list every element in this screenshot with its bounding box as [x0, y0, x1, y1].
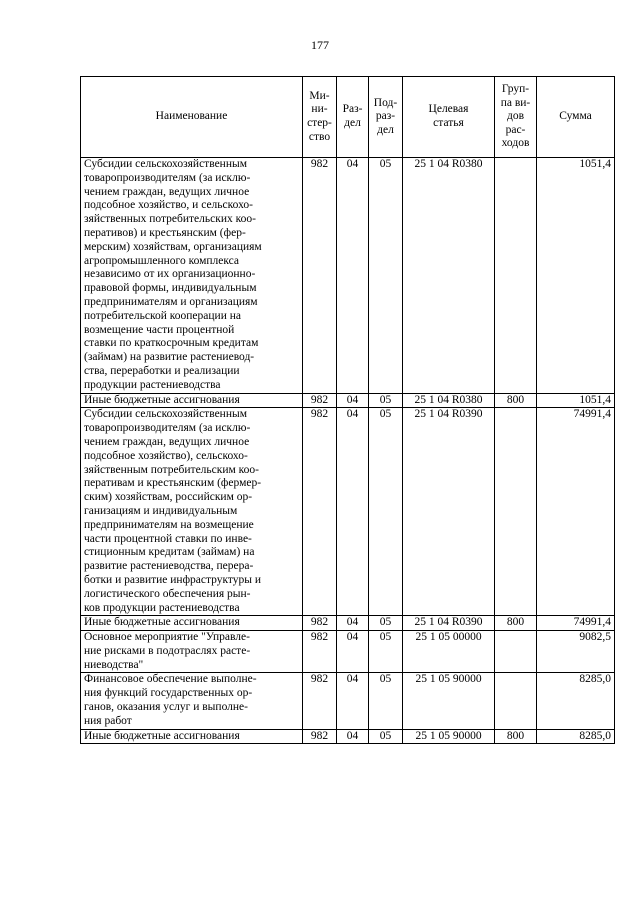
name-line: предпринимателям на возмещение [84, 518, 254, 531]
section-cell: 04 [337, 729, 369, 744]
name-cell [81, 631, 303, 673]
column-header-line: ходов [501, 137, 530, 150]
name-line: зяйственным потребительским коо- [84, 463, 259, 476]
name-cell [81, 393, 303, 408]
budget-table [80, 76, 615, 744]
column-header-line: рас- [505, 123, 526, 136]
section-cell: 04 [337, 673, 369, 729]
subsection-cell: 05 [369, 393, 403, 408]
name-line: ботки и развитие инфраструктуры и [84, 573, 262, 586]
target-article-cell: 25 1 05 90000 [403, 729, 495, 744]
column-header-line: ни- [311, 103, 328, 116]
column-header-line: ство [308, 130, 331, 143]
sum-cell: 8285,0 [537, 729, 615, 744]
column-header-name [81, 77, 303, 158]
name-line: предпринимателям и организациям [84, 295, 258, 308]
section-cell: 04 [337, 158, 369, 394]
column-header-line: дел [377, 123, 394, 136]
target-article-cell: 25 1 05 90000 [403, 673, 495, 729]
column-header-group [495, 77, 537, 158]
column-header-line: статья [433, 117, 464, 129]
table-row [81, 631, 615, 673]
table-header [81, 77, 615, 158]
name-line: Финансовое обеспечение выполне- [84, 673, 257, 686]
section-cell: 04 [337, 408, 369, 616]
column-header-line: Целевая [428, 103, 469, 116]
subsection-cell: 05 [369, 408, 403, 616]
subsection-cell: 05 [369, 631, 403, 673]
column-header-line: Груп- [501, 83, 530, 96]
column-header-ministry [303, 77, 337, 158]
name-line: продукции растениеводства [84, 378, 221, 391]
sum-cell: 74991,4 [537, 408, 615, 616]
ministry-cell: 982 [303, 393, 337, 408]
name-line: подсобное хозяйство), сельскохо- [84, 449, 248, 462]
subsection-cell: 05 [369, 616, 403, 631]
name-line: товаропроизводителям (за исклю- [84, 171, 251, 184]
name-line: ниеводства" [84, 658, 144, 671]
column-header-line: па ви- [500, 96, 531, 109]
ministry-cell: 982 [303, 158, 337, 394]
subsection-cell: 05 [369, 673, 403, 729]
column-header-line: дов [506, 110, 525, 123]
column-header-line: Наименование [155, 110, 228, 123]
column-header-line: Сумма [559, 110, 592, 123]
target-article-cell: 25 1 04 R0380 [403, 393, 495, 408]
column-header-line: Раз- [342, 103, 363, 116]
name-line: зяйственных потребительских коо- [84, 213, 256, 226]
name-line: возмещение части процентной [84, 323, 235, 336]
sum-cell: 8285,0 [537, 673, 615, 729]
column-header-subsection [369, 77, 403, 158]
subsection-cell: 05 [369, 158, 403, 394]
column-header-line: дел [344, 117, 361, 129]
name-line: развитие растениеводства, перера- [84, 560, 254, 573]
section-cell: 04 [337, 631, 369, 673]
table-row [81, 158, 615, 394]
target-article-cell: 25 1 04 R0390 [403, 408, 495, 616]
name-line: товаропроизводителям (за исклю- [84, 422, 251, 435]
header-row [81, 77, 615, 158]
name-line: Основное мероприятие "Управле- [84, 631, 250, 644]
target-article-cell: 25 1 05 00000 [403, 631, 495, 673]
expense-group-cell [495, 158, 537, 394]
name-line: ства, переработки и реализации [84, 364, 240, 377]
table-row [81, 616, 615, 631]
name-line: ния функций государственных ор- [84, 687, 253, 700]
name-line: независимо от их организационно- [84, 268, 256, 281]
name-line: мерским) хозяйствам, организациям [84, 240, 262, 253]
name-line: Субсидии сельскохозяйственным [84, 158, 247, 170]
table-row [81, 408, 615, 616]
name-line: ставки по краткосрочным кредитам [84, 337, 259, 350]
column-header-line: Ми- [309, 89, 330, 102]
name-line: стиционным кредитам (займам) на [84, 546, 255, 559]
name-cell [81, 673, 303, 729]
name-cell [81, 616, 303, 631]
sum-cell: 9082,5 [537, 631, 615, 673]
ministry-cell: 982 [303, 673, 337, 729]
section-cell: 04 [337, 616, 369, 631]
name-line: перативам и крестьянским (фермер- [84, 477, 262, 490]
expense-group-cell: 800 [495, 393, 537, 408]
column-header-sum [537, 77, 615, 158]
section-cell: 04 [337, 393, 369, 408]
name-line: правовой формы, индивидуальным [84, 282, 257, 295]
name-line: ганов, оказания услуг и выполне- [84, 701, 248, 714]
name-line: Субсидии сельскохозяйственным [84, 408, 247, 421]
name-line: ков продукции растениеводства [84, 601, 240, 614]
name-line: агропромышленного комплекса [84, 254, 240, 267]
ministry-cell: 982 [303, 408, 337, 616]
column-header-section [337, 77, 369, 158]
name-line: подсобное хозяйство, и сельскохо- [84, 199, 254, 212]
column-header-line: стер- [307, 117, 332, 129]
name-line: ским) хозяйствам, российским ор- [84, 491, 253, 504]
column-header-line: Под- [373, 96, 398, 109]
table-body [81, 158, 615, 744]
page-number: 177 [311, 38, 329, 52]
name-line: потребительской кооперации на [84, 309, 241, 322]
sum-cell: 74991,4 [537, 616, 615, 631]
sum-cell: 1051,4 [537, 393, 615, 408]
expense-group-cell [495, 631, 537, 673]
expense-group-cell [495, 673, 537, 729]
name-line: (займам) на развитие растениевод- [84, 351, 255, 364]
name-line: ния работ [84, 714, 132, 727]
table-row [81, 729, 615, 744]
name-line: логистического обеспечения рын- [84, 587, 251, 600]
column-header-target [403, 77, 495, 158]
ministry-cell: 982 [303, 729, 337, 744]
column-header-line: раз- [375, 110, 396, 123]
ministry-cell: 982 [303, 631, 337, 673]
name-line: ганизациям и индивидуальным [84, 504, 238, 517]
name-cell [81, 158, 303, 394]
name-line: Иные бюджетные ассигнования [84, 393, 240, 406]
subsection-cell: 05 [369, 729, 403, 744]
sum-cell: 1051,4 [537, 158, 615, 394]
expense-group-cell: 800 [495, 616, 537, 631]
name-line: чением граждан, ведущих личное [84, 185, 250, 198]
name-line: чением граждан, ведущих личное [84, 435, 250, 448]
name-line: Иные бюджетные ассигнования [84, 616, 240, 629]
table-row [81, 393, 615, 408]
expense-group-cell: 800 [495, 729, 537, 744]
name-cell [81, 729, 303, 744]
name-line: ние рисками в подотраслях расте- [84, 644, 251, 657]
target-article-cell: 25 1 04 R0380 [403, 158, 495, 394]
table-row [81, 673, 615, 729]
target-article-cell: 25 1 04 R0390 [403, 616, 495, 631]
name-cell [81, 408, 303, 616]
name-line: Иные бюджетные ассигнования [84, 729, 240, 742]
name-line: части процентной ставки по инве- [84, 532, 252, 545]
ministry-cell: 982 [303, 616, 337, 631]
expense-group-cell [495, 408, 537, 616]
name-line: перативов) и крестьянским (фер- [84, 226, 246, 239]
